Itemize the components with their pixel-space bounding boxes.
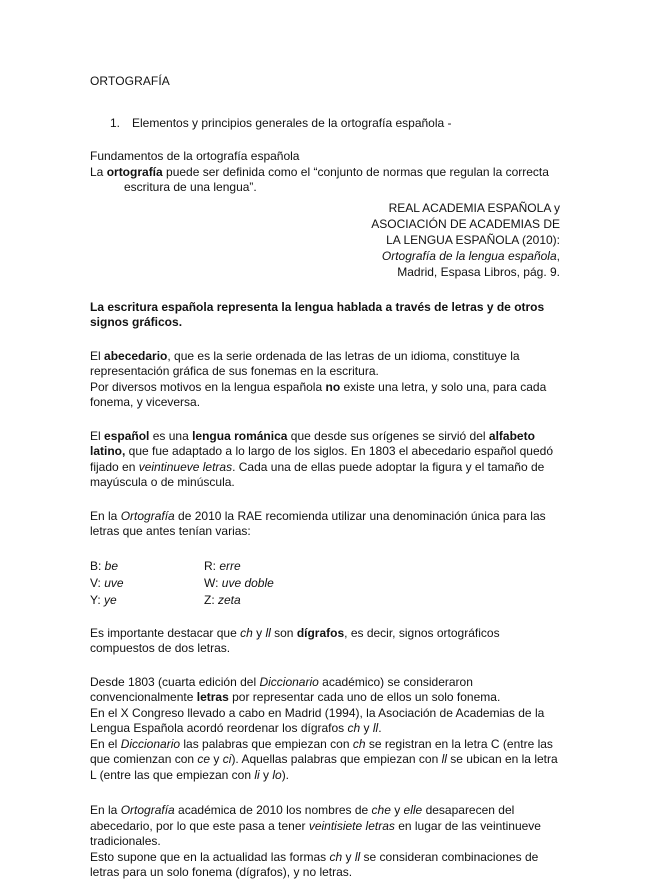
thesis-statement: La escritura española representa la lengua hablada a través de letras y de otros signos gráficos. [90,299,545,329]
espanol-paragraph: El español es una lengua románica que desde sus orígenes se sirvió del alfabeto latino, que fue adaptado a lo largo de los siglos. En 1803 el abecedario español quedó fijado en veintinueve letras. Cada una de ellas puede adoptar la figura y el tamaño de mayúscula o de minúscula. [90,428,554,489]
definition-paragraph: La ortografía puede ser definida como el “conjunto de normas que regulan la correcta [90,164,549,179]
citation-block [90,200,560,280]
final-block [90,803,560,881]
fundamentos-block [90,149,560,196]
letter-name-entry: B: be [90,558,119,573]
letter-names-table [90,558,560,608]
citation-line: ASOCIACIÓN DE ACADEMIAS DE [371,216,560,231]
ortografia-2010-paragraph: En la Ortografía de 2010 la RAE recomienda utilizar una denominación única para las letras que antes tenían varias: [90,508,546,538]
historia-paragraph: Desde 1803 (cuarta edición del Diccionario académico) se consideraron convencionalmente letras por representar cada uno de ellos un solo fonema. [90,674,501,704]
citation-line: LA LENGUA ESPAÑOLA (2010): [386,232,560,247]
abecedario-block [90,349,560,411]
document-title: ORTOGRAFÍA [90,74,170,88]
abecedario-paragraph: El abecedario, que es la serie ordenada de las letras de un idioma, constituye la representación gráfica de sus fonemas en la escritura. [90,348,520,378]
congreso-paragraph: En el X Congreso llevado a cabo en Madrid (1994), la Asociación de Academias de la Lengua Española acordó reordenar los dígrafos ch y ll. [90,705,545,735]
section-heading [110,116,560,132]
citation-line: REAL ACADEMIA ESPAÑOLA y [388,200,560,215]
digrafos-paragraph: Es importante destacar que ch y ll son dígrafos, es decir, signos ortográficos compuestos de dos letras. [90,625,500,655]
citation-line: Ortografía de la lengua española, [381,248,560,263]
section-number: 1. [110,115,121,130]
letter-name-entry: Y: ye [90,592,117,607]
letter-name-entry: V: uve [90,575,124,590]
letter-name-entry: W: uve doble [204,575,274,590]
ortografia-academica-paragraph: En la Ortografía académica de 2010 los nombres de che y elle desaparecen del abecedario, por lo que este pasa a tener veintisiete letras en lugar de las veintinueve tradicionales. [90,803,541,848]
letter-name-entry: Z: zeta [204,592,241,607]
fundamentos-heading: Fundamentos de la ortografía española [90,149,300,163]
section-title: Elementos y principios generales de la ortografía española - [132,115,452,130]
historia-block [90,675,560,784]
definition-continuation: escritura de una lengua”. [124,180,257,194]
letter-name-entry: R: erre [204,558,241,573]
diccionario-paragraph: En el Diccionario las palabras que empiezan con ch se registran en la letra C (entre las que comienzan con ce y ci). Aquellas palabras que empiezan con ll se ubican en la letra L (entre las que empiezan con li y lo). [90,736,558,782]
fonema-paragraph: Por diversos motivos en la lengua española no existe una letra, y solo una, para cada fonema, y viceversa. [90,379,547,409]
conclusion-paragraph: Esto supone que en la actualidad las formas ch y ll se consideran combinaciones de letras para un solo fonema (dígrafos), y no letras. [90,849,539,879]
document-page [90,74,560,881]
citation-line: Madrid, Espasa Libros, pág. 9. [397,264,560,279]
